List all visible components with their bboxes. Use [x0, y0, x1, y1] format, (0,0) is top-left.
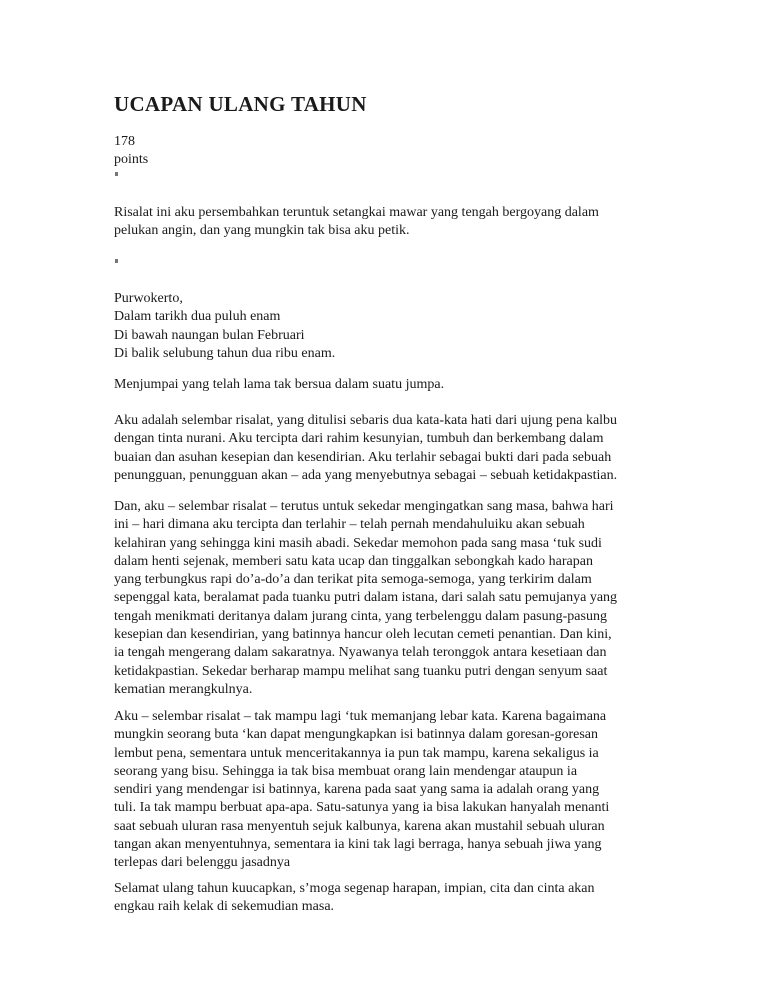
text-line: tengah menikmati deritanya dalam jurang cinta, yang terbelenggu dalam pasung-pasung — [114, 608, 607, 624]
text-line: sendiri yang mendengar isi batinnya, karena pada saat yang sama ia adalah orang yang — [114, 782, 600, 798]
text-line: sepenggal kata, beralamat pada tuanku putri dalam istana, dari salah satu pemujanya yang — [114, 590, 618, 606]
text-line: Di balik selubung tahun dua ribu enam. — [114, 345, 336, 361]
text-line: penungguan, penungguan akan – ada yang menyebutnya sebagai – sebuah ketidakpastian. — [114, 467, 618, 483]
text-line: terlepas dari belenggu jasadnya — [114, 855, 291, 871]
text-line: Purwokerto, — [114, 291, 183, 306]
text-line: seorang yang bisu. Sehingga ia tak bisa membuat orang lain mendengar ataupun ia — [114, 763, 578, 779]
text-line: Selamat ulang tahun kuucapkan, s’moga segenap harapan, impian, cita dan cinta akan — [114, 881, 595, 896]
text-line: Dan, aku – selembar risalat – terutus untuk sekedar mengingatkan sang masa, bahwa hari — [114, 499, 614, 514]
paragraph-body-2 — [114, 498, 654, 699]
text-line: dalam henti sejenak, memberi satu kata ucap dan tinggalkan sebongkah kado harapan — [114, 553, 593, 569]
paragraph-body-3 — [114, 708, 654, 873]
paragraph-body-1 — [114, 412, 654, 485]
document-title: UCAPAN ULANG TAHUN — [114, 92, 367, 116]
text-line: tangan akan menyentuhnya, sementara ia kini tak lagi berraga, hanya sebuah jiwa yang — [114, 837, 602, 853]
text-line: kelahiran yang sehingga kini masih abadi. Sekedar memohon pada sang masa ‘tuk sudi — [114, 535, 602, 551]
paragraph-dedication — [114, 204, 654, 241]
text-line: saat sebuah uluran rasa menyentuh sejuk kalbunya, karena akan mustahil sebuah uluran — [114, 818, 605, 834]
text-line: Aku – selembar risalat – tak mampu lagi ‘tuk memanjang lebar kata. Karena bagaimana — [114, 709, 607, 724]
text-line: Menjumpai yang telah lama tak bersua dalam suatu jumpa. — [114, 377, 445, 392]
text-line: dengan tinta nurani. Aku tercipta dari rahim kesunyian, tumbuh dan berkembang dalam — [114, 431, 604, 447]
text-line: ia tengah mengerang dalam sakaratnya. Nyawanya telah teronggok antara kesetiaan dan — [114, 645, 607, 661]
text-line: buaian dan asuhan kesepian dan kesendirian. Aku terlahir sebagai bukti dari pada sebuah — [114, 449, 612, 465]
text-line: kesepian dan kesendirian, yang batinnya hancur oleh lecutan cemeti penantian. Dan kini, — [114, 627, 612, 643]
text-line: kematian merangkulnya. — [114, 681, 253, 697]
text-line: Risalat ini aku persembahkan teruntuk setangkai mawar yang tengah bergoyang dalam — [114, 205, 599, 220]
text-line: Aku adalah selembar risalat, yang ditulisi sebaris dua kata-kata hati dari ujung pena kalbu — [114, 413, 618, 428]
text-line: ketidakpastian. Sekedar berharap mampu melihat sang tuanku putri dengan senyum saat — [114, 663, 608, 679]
text-line: Dalam tarikh dua puluh enam — [114, 309, 281, 325]
text-line: ini – hari dimana aku tercipta dan terlahir – telah pernah mendahuluiku akan sebuah — [114, 517, 585, 533]
bullet-separator-1 — [115, 172, 118, 176]
points-label: points — [114, 152, 149, 167]
points-count: 178 — [114, 134, 135, 149]
bullet-separator-2 — [115, 259, 118, 263]
paragraph-closing — [114, 880, 654, 917]
paragraph-place-date — [114, 290, 654, 363]
text-line: tuli. Ia tak mampu berbuat apa-apa. Satu-satunya yang ia bisa lakukan hanyalah menanti — [114, 800, 610, 816]
text-line: pelukan angin, dan yang mungkin tak bisa aku petik. — [114, 223, 410, 239]
text-line: Di bawah naungan bulan Februari — [114, 327, 305, 343]
text-line: lembut pena, sementara untuk menceritakannya ia pun tak mampu, karena sekaligus ia — [114, 745, 599, 761]
paragraph-greeting — [114, 376, 654, 394]
text-line: yang terbungkus rapi do’a-do’a dan terikat pita semoga-semoga, yang terkirim dalam — [114, 572, 592, 588]
text-line: mungkin seorang buta ‘kan dapat mengungkapkan isi batinnya dalam goresan-goresan — [114, 727, 599, 743]
text-line: engkau raih kelak di sekemudian masa. — [114, 899, 335, 915]
